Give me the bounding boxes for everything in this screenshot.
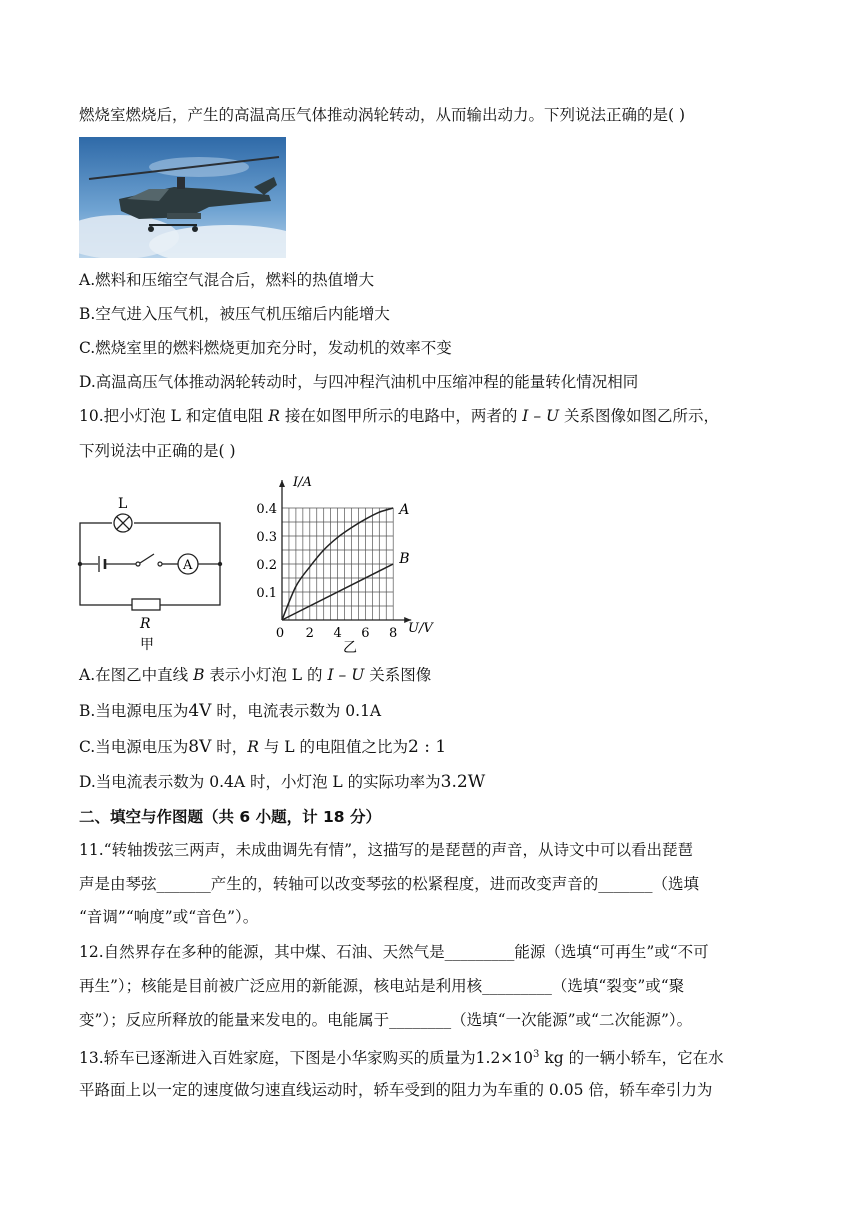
q10-opt-b-symbol: B	[193, 666, 205, 684]
q13-unit: kg	[539, 1049, 564, 1068]
x-tick-label: 6	[361, 626, 370, 641]
q10-opt-text: D.当电流表示数为 0.4A 时，小灯泡 L 的实际功率为	[79, 773, 441, 791]
x-tick-label: 8	[389, 626, 398, 641]
helicopter-photo	[79, 137, 286, 258]
q10-opt-text: 表示小灯泡 L 的	[204, 666, 328, 684]
chart-axes	[279, 480, 411, 623]
resistor-label: R	[140, 616, 151, 632]
chart-series	[282, 502, 409, 620]
q9-option-c: C.燃烧室里的燃料燃烧更加充分时，发动机的效率不变	[79, 339, 452, 357]
q10-opt-text: C.当电源电压为	[79, 738, 189, 756]
q13-exponent: 3	[533, 1049, 540, 1060]
section-heading: 二、填空与作图题（共 6 小题，计 18 分）	[79, 808, 381, 826]
q10-text: 关系图像如图乙所示，	[559, 407, 719, 425]
q10-text: 接在如图甲所示的电路中，两者的	[279, 407, 523, 425]
q10-opt-text: 关系图像	[364, 666, 432, 684]
q10-opt-value: 3.2W	[440, 772, 486, 792]
chart-grid	[282, 508, 393, 620]
q12-line1: 12.自然界存在多种的能源，其中煤、石油、天然气是_________能源（选填“可再生”或“不可	[79, 943, 709, 961]
q10-opt-value: 8V	[188, 737, 212, 757]
q10-opt-text: 与 L 的电阻值之比为	[258, 738, 409, 756]
y-tick-label: 0.4	[256, 502, 277, 517]
lamp-label: L	[118, 496, 128, 512]
resistor-icon	[132, 599, 160, 610]
q10-option-d	[79, 772, 485, 792]
q10-opt-value: 4V	[188, 701, 212, 721]
ammeter-label: A	[183, 558, 193, 573]
y-tick-label: 0.2	[256, 558, 277, 573]
q9-option-b: B.空气进入压气机，被压气机压缩后内能增大	[79, 305, 390, 323]
q9-option-a: A.燃料和压缩空气混合后，燃料的热值增大	[79, 271, 375, 289]
q10-opt-text: B.当电源电压为	[79, 702, 189, 720]
switch-icon	[136, 554, 162, 566]
q10-opt-text: 时，	[211, 738, 248, 756]
q13-line1	[79, 1045, 724, 1068]
y-tick-label: 0.1	[256, 586, 277, 601]
q13-line2: 平路面上以一定的速度做匀速直线运动时，轿车受到的阻力为车重的 0.05 倍，轿车牵引力为	[79, 1081, 713, 1099]
q11-line3: “音调”“响度”或“音色”）。	[79, 908, 259, 926]
q13-text: 13.轿车已逐渐进入百姓家庭，下图是小华家购买的质量为	[79, 1049, 476, 1068]
q12-line2: 再生”）；核能是目前被广泛应用的新能源，核电站是利用核_________（选填“裂变”或“聚	[79, 977, 685, 995]
x-axis-label	[408, 621, 434, 636]
q13-mass: 1.2×10	[475, 1049, 534, 1068]
figure-jia-caption: 甲	[140, 637, 154, 653]
q11-line2: 声是由琴弦_______产生的，转轴可以改变琴弦的松紧程度，进而改变声音的_______（选填	[79, 875, 700, 893]
q10-opt-r-symbol: R	[247, 738, 259, 756]
q10-option-a	[79, 665, 431, 685]
q9-stem: 燃烧室燃烧后，产生的高温高压气体推动涡轮转动，从而输出动力。下列说法正确的是( )	[79, 106, 686, 124]
q10-opt-text: A.在图乙中直线	[79, 666, 194, 684]
x-tick-label: 4	[333, 626, 342, 641]
battery-icon	[99, 556, 105, 572]
q10-stem-line1	[79, 406, 719, 426]
figure-yi-caption: 乙	[343, 640, 357, 656]
y-axis-label-text: I/A	[293, 475, 312, 490]
q10-iu-symbol: I – U	[522, 407, 560, 425]
q10-text: 10.把小灯泡 L 和定值电阻	[79, 407, 269, 425]
y-tick-label: 0.3	[256, 530, 277, 545]
q10-stem-line2: 下列说法中正确的是( )	[79, 442, 236, 460]
y-axis-label	[292, 475, 312, 490]
circuit-diagram	[70, 488, 230, 653]
q10-option-c	[79, 737, 446, 757]
q11-line1: 11.“转轴拨弦三两声，未成曲调先有情”，这描写的是琵琶的声音，从诗文中可以看出琵琶	[79, 841, 694, 859]
x-axis-label-text: U/V	[408, 621, 433, 636]
lamp-icon	[112, 514, 134, 532]
q9-option-d: D.高温高压气体推动涡轮转动时，与四冲程汽油机中压缩冲程的能量转化情况相同	[79, 373, 639, 391]
q10-opt-text: 时，电流表示数为 0.1A	[211, 702, 382, 720]
q13-text: 的一辆小轿车，它在水	[563, 1049, 724, 1068]
y-axis-arrow	[279, 480, 285, 487]
q10-opt-iu-symbol: I – U	[327, 666, 365, 684]
series-label-A: A	[399, 502, 410, 518]
q10-opt-value: 2 : 1	[408, 737, 447, 757]
q10-option-b	[79, 701, 381, 721]
q10-r-symbol: R	[268, 407, 280, 425]
series-label-B: B	[399, 551, 410, 567]
q12-line3: 变”）；反应所释放的能量来发电的。电能属于________（选填“一次能源”或“二次能源”）。	[79, 1011, 693, 1029]
iu-chart	[250, 466, 450, 656]
x-tick-label: 0	[275, 626, 285, 641]
x-tick-label: 2	[305, 626, 314, 641]
